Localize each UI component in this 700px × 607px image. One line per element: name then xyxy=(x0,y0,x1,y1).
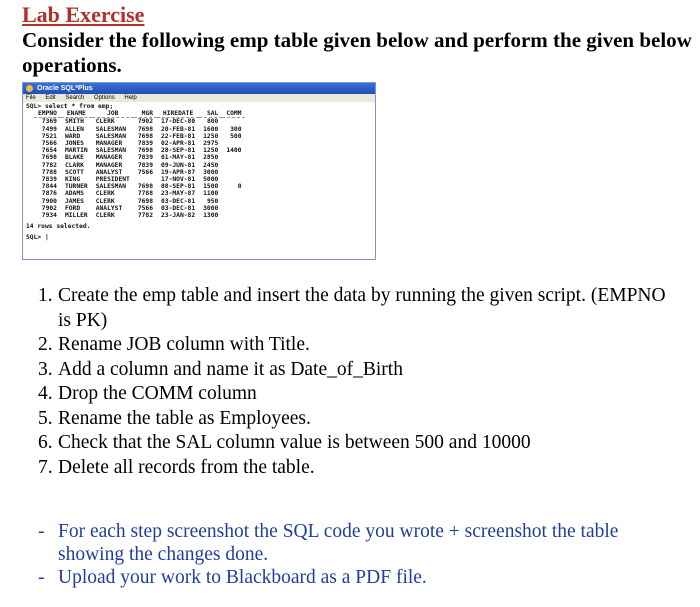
menu-options[interactable]: Options xyxy=(94,95,115,101)
table-cell: 23-JAN-82 xyxy=(161,212,196,220)
table-cell: 03-DEC-81 xyxy=(161,204,196,212)
column-header: SAL xyxy=(199,110,222,118)
step-number: 6. xyxy=(38,432,53,453)
table-cell: 7788 xyxy=(41,168,57,176)
table-cell: 02-APR-81 xyxy=(161,140,196,148)
table-cell: 7934 xyxy=(41,212,57,220)
table-cell: 7499 xyxy=(41,125,57,133)
table-cell: 7698 xyxy=(137,197,154,205)
table-cell: PRESIDENT xyxy=(95,176,130,184)
table-cell: 20-FEB-81 xyxy=(161,125,196,133)
table-cell: 2975 xyxy=(203,140,219,148)
table-row xyxy=(34,198,245,205)
rows-selected: 14 rows selected. xyxy=(26,223,91,231)
step-text: Add a column and name it as Date_of_Birth xyxy=(58,358,403,380)
step-number: 2. xyxy=(38,334,53,355)
table-row xyxy=(34,118,245,126)
sql-command: SQL> select * from emp; xyxy=(26,103,114,110)
table-cell: JAMES xyxy=(64,197,84,205)
table-cell xyxy=(222,118,245,126)
table-row xyxy=(34,162,245,169)
table-cell: 7698 xyxy=(41,154,57,162)
table-row xyxy=(34,169,245,176)
table-cell: 7902 xyxy=(137,118,154,126)
table-cell: 1400 xyxy=(226,147,242,155)
step-text: Delete all records from the table. xyxy=(58,456,315,478)
step-text: Create the emp table and insert the data by running the given script. (EMPNO is PK) xyxy=(58,285,666,331)
table-cell: 7788 xyxy=(137,190,154,198)
table-cell: 0 xyxy=(237,183,242,191)
step-number: 5. xyxy=(38,407,53,429)
table-cell: 1300 xyxy=(203,212,219,220)
table-cell: ADAMS xyxy=(64,190,84,198)
column-header: EMPNO xyxy=(34,110,61,118)
table-cell: 7698 xyxy=(137,125,154,133)
table-cell: 01-MAY-81 xyxy=(161,154,196,162)
step-text: Check that the SAL column value is between 500 and 10000 xyxy=(58,432,531,453)
table-cell: 7782 xyxy=(137,212,154,220)
table-cell: 3000 xyxy=(203,204,219,212)
table-cell: 09-JUN-81 xyxy=(161,161,196,169)
table-cell: 300 xyxy=(230,125,242,133)
table-cell: CLERK xyxy=(95,197,115,205)
table-cell: JONES xyxy=(64,140,84,148)
table-cell: 08-SEP-81 xyxy=(161,183,196,191)
table-row xyxy=(34,154,245,161)
table-cell: 7839 xyxy=(137,154,154,162)
table-cell: SCOTT xyxy=(64,168,84,176)
step-number: 1. xyxy=(38,285,53,306)
table-cell: 500 xyxy=(230,132,242,140)
table-cell: 2450 xyxy=(203,161,219,169)
note-text: Upload your work to Blackboard as a PDF file. xyxy=(58,567,427,588)
menu-file[interactable]: File xyxy=(26,95,36,101)
table-cell: MARTIN xyxy=(64,147,88,155)
step-item xyxy=(38,284,678,333)
step-item xyxy=(38,358,678,383)
table-cell: SALESMAN xyxy=(95,132,127,140)
notes-list xyxy=(38,520,678,589)
column-header: JOB xyxy=(92,110,134,118)
table-cell: CLERK xyxy=(95,118,115,126)
table-cell: MANAGER xyxy=(95,140,123,148)
table-cell: 7782 xyxy=(41,161,57,169)
table-cell: 1250 xyxy=(203,132,219,140)
table-cell: 7839 xyxy=(41,176,57,184)
page-title: Lab Exercise xyxy=(22,2,145,27)
table-cell: TURNER xyxy=(64,183,88,191)
step-item xyxy=(38,456,678,481)
table-cell: 7844 xyxy=(41,183,57,191)
table-cell: 3000 xyxy=(203,168,219,176)
step-number: 7. xyxy=(38,456,53,478)
table-row xyxy=(34,140,245,147)
column-header: COMM xyxy=(222,110,245,118)
table-cell: 7566 xyxy=(137,168,154,176)
table-cell xyxy=(222,169,245,176)
table-cell: 19-APR-87 xyxy=(161,168,196,176)
table-row xyxy=(34,190,245,197)
table-cell: 7654 xyxy=(41,147,57,155)
table-cell: ALLEN xyxy=(64,125,84,133)
intro-text: Consider the following emp table given below and perform the given below operations. xyxy=(22,28,692,77)
table-row xyxy=(34,176,245,183)
table-cell: 7902 xyxy=(41,204,57,212)
table-cell: 950 xyxy=(206,197,219,205)
table-cell: 7698 xyxy=(137,132,154,140)
sql-prompt[interactable]: SQL> | xyxy=(26,234,49,242)
menu-help[interactable]: Help xyxy=(124,95,137,101)
step-item xyxy=(38,333,678,358)
table-cell: 7698 xyxy=(137,183,154,191)
table-cell: 7369 xyxy=(41,118,57,126)
table-cell: 1500 xyxy=(203,183,219,191)
table-cell: 17-NOV-81 xyxy=(161,176,196,184)
table-cell: 23-MAY-87 xyxy=(161,190,196,198)
table-cell: 5000 xyxy=(203,176,219,184)
table-cell: MANAGER xyxy=(95,161,123,169)
step-text: Rename the table as Employees. xyxy=(58,407,311,429)
table-row xyxy=(34,212,245,219)
menu-search[interactable]: Search xyxy=(65,95,85,101)
table-cell xyxy=(222,176,245,183)
window-titlebar xyxy=(23,83,375,94)
table-cell: FORD xyxy=(64,204,81,212)
table-cell: BLAKE xyxy=(64,154,84,162)
console[interactable] xyxy=(23,102,375,243)
table-cell: SMITH xyxy=(64,118,84,126)
note-item xyxy=(38,520,678,566)
table-cell: WARD xyxy=(64,132,81,140)
column-header: ENAME xyxy=(61,110,92,118)
column-header: HIREDATE xyxy=(157,110,199,118)
step-item xyxy=(38,431,678,456)
step-item xyxy=(38,382,678,407)
table-cell: SALESMAN xyxy=(95,147,127,155)
table-cell: CLERK xyxy=(95,212,115,220)
table-cell xyxy=(222,154,245,161)
sqlplus-window xyxy=(22,82,376,260)
oracle-icon xyxy=(26,85,33,92)
step-text: Drop the COMM column xyxy=(58,383,257,404)
table-cell: 7698 xyxy=(137,147,154,155)
table-cell: 1100 xyxy=(203,190,219,198)
steps-list xyxy=(38,284,678,480)
table-cell: 1600 xyxy=(203,125,219,133)
step-text: Rename JOB column with Title. xyxy=(58,334,310,355)
table-cell: 7900 xyxy=(41,197,57,205)
table-cell: CLARK xyxy=(64,161,84,169)
note-item xyxy=(38,566,678,589)
table-cell xyxy=(222,205,245,212)
table-cell: 7566 xyxy=(41,140,57,148)
table-cell xyxy=(134,176,157,183)
table-row xyxy=(34,205,245,212)
table-cell: 28-SEP-81 xyxy=(161,147,196,155)
note-text: For each step screenshot the SQL code you wrote + screenshot the table showing the changes done. xyxy=(58,521,619,565)
table-row xyxy=(34,133,245,140)
note-dash: - xyxy=(38,521,45,542)
table-cell: SALESMAN xyxy=(95,183,127,191)
table-cell: 7521 xyxy=(41,132,57,140)
table-cell: MANAGER xyxy=(95,154,123,162)
table-cell: MILLER xyxy=(64,212,88,220)
table-row xyxy=(34,147,245,154)
table-cell: 7839 xyxy=(137,140,154,148)
table-cell xyxy=(222,140,245,147)
step-item xyxy=(38,407,678,432)
emp-table xyxy=(34,110,245,219)
table-cell: 1250 xyxy=(203,147,219,155)
menu-bar xyxy=(23,94,375,102)
menu-edit[interactable]: Edit xyxy=(45,95,56,101)
table-cell: CLERK xyxy=(95,190,115,198)
table-cell: 7839 xyxy=(137,161,154,169)
table-row xyxy=(34,126,245,133)
window-title: Oracle SQL*Plus xyxy=(37,85,93,92)
table-cell: 17-DEC-80 xyxy=(161,118,196,126)
step-number: 4. xyxy=(38,383,53,404)
table-cell: SALESMAN xyxy=(95,125,127,133)
table-row xyxy=(34,183,245,190)
step-number: 3. xyxy=(38,358,53,380)
table-cell: 22-FEB-81 xyxy=(161,132,196,140)
table-cell: 03-DEC-81 xyxy=(161,197,196,205)
column-header: MGR xyxy=(134,110,157,118)
table-cell: ANALYST xyxy=(95,204,123,212)
table-cell xyxy=(222,198,245,205)
table-cell xyxy=(222,162,245,169)
note-dash: - xyxy=(38,567,45,588)
table-cell: 2850 xyxy=(203,154,219,162)
table-cell xyxy=(222,212,245,219)
table-cell: ANALYST xyxy=(95,168,123,176)
table-cell: 800 xyxy=(206,118,219,126)
table-cell xyxy=(222,190,245,197)
table-cell: KING xyxy=(64,176,81,184)
table-cell: 7566 xyxy=(137,204,154,212)
table-cell: 7876 xyxy=(41,190,57,198)
